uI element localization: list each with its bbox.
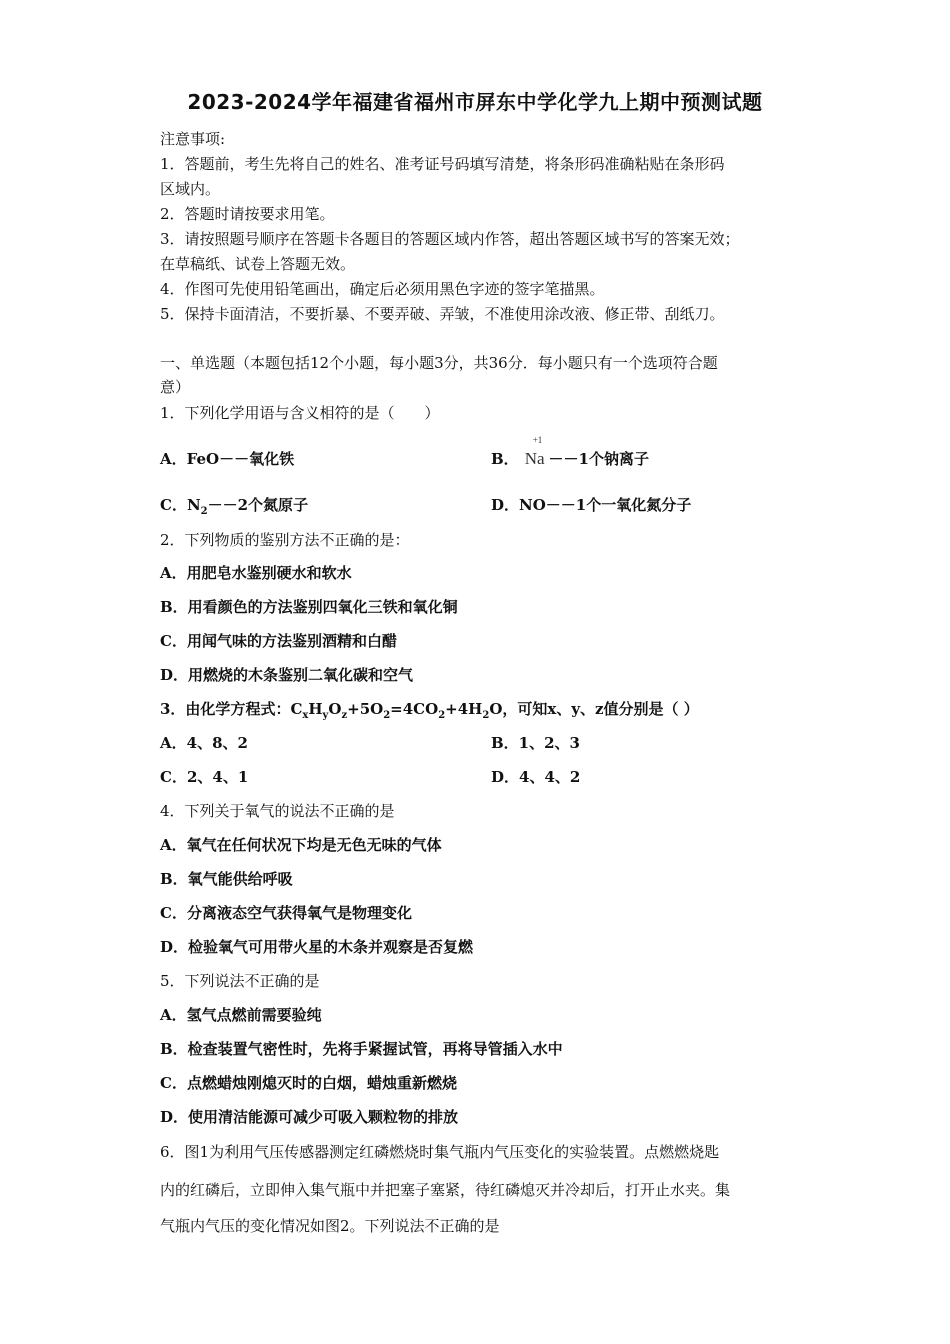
option-c-prefix: C．N xyxy=(160,496,201,514)
subscript-2: 2 xyxy=(482,710,490,721)
subscript-2: 2 xyxy=(383,710,391,721)
option-c: C．点燃蜡烛刚熄灭时的白烟，蜡烛重新燃烧 xyxy=(160,1074,457,1092)
option-b-suffix: －－1个钠离子 xyxy=(548,450,649,468)
option-b: B．氧气能供给呼吸 xyxy=(160,870,293,888)
option-a: A．FeO－－氧化铁 xyxy=(160,450,295,468)
subscript-z: z xyxy=(341,710,348,721)
subscript-y: y xyxy=(322,710,329,721)
option-a: A．4、8、2 xyxy=(160,734,248,752)
option-d: D．检验氧气可用带火星的木条并观察是否复燃 xyxy=(160,938,474,956)
stem-suffix: O，可知x、y、z值分别是（ ） xyxy=(489,700,699,718)
notice-item: 5．保持卡面清洁，不要折暴、不要弄破、弄皱，不准使用涂改液、修正带、刮纸刀。 xyxy=(160,305,725,323)
notice-item: 3．请按照题号顺序在答题卡各题目的答题区域内作答，超出答题区域书写的答案无效； xyxy=(160,230,740,248)
question-stem: 1．下列化学用语与含义相符的是（ ） xyxy=(160,404,440,422)
subscript-2: 2 xyxy=(438,710,446,721)
option-b: B．1、2、3 xyxy=(491,734,580,752)
notice-item: 在草稿纸、试卷上答题无效。 xyxy=(160,255,356,273)
stem-prefix: 3．由化学方程式：C xyxy=(160,700,303,718)
notice-item: 1．答题前，考生先将自己的姓名、准考证号码填写清楚，将条形码准确粘贴在条形码 xyxy=(160,155,725,173)
option-c-suffix: －－2个氮原子 xyxy=(207,496,309,514)
option-b xyxy=(491,435,649,469)
option-c: C．2、4、1 xyxy=(160,768,249,786)
option-c: C．分离液态空气获得氧气是物理变化 xyxy=(160,904,412,922)
page-title: 2023-2024学年福建省福州市屏东中学化学九上期中预测试题 xyxy=(187,90,763,114)
option-d: D．4、4、2 xyxy=(491,768,581,786)
subscript: 2 xyxy=(200,506,208,517)
equation-part: =4CO xyxy=(390,700,439,718)
section-heading-line: 意） xyxy=(160,378,191,396)
option-b-prefix: B． xyxy=(491,450,519,468)
subscript-x: x xyxy=(302,710,309,721)
section-heading-line: 一、单选题（本题包括12个小题，每小题3分，共36分．每小题只有一个选项符合题 xyxy=(160,354,718,372)
notice-item: 区域内。 xyxy=(160,180,221,198)
charge-label: +1 xyxy=(532,435,543,445)
question-stem: 2．下列物质的鉴别方法不正确的是： xyxy=(160,531,410,549)
element-o: O xyxy=(328,700,342,718)
element-h: H xyxy=(308,700,323,718)
notice-heading: 注意事项: xyxy=(160,130,226,148)
equation-part: +5O xyxy=(347,700,384,718)
option-d: D．使用清洁能源可减少可吸入颗粒物的排放 xyxy=(160,1108,459,1126)
notice-item: 2．答题时请按要求用笔。 xyxy=(160,205,335,223)
option-a: A．用肥皂水鉴别硬水和软水 xyxy=(160,564,352,582)
option-d: D．NO－－1个一氧化氮分子 xyxy=(491,496,692,514)
option-a: A．氧气在任何状况下均是无色无味的气体 xyxy=(160,836,442,854)
question-stem: 4．下列关于氧气的说法不正确的是 xyxy=(160,802,395,820)
option-b: B．用看颜色的方法鉴别四氧化三铁和氧化铜 xyxy=(160,598,458,616)
question-stem-line: 内的红磷后，立即伸入集气瓶中并把塞子塞紧，待红磷熄灭并冷却后，打开止水夹。集 xyxy=(160,1181,731,1199)
sodium-symbol xyxy=(524,435,545,469)
equation-part: +4H xyxy=(445,700,483,718)
question-stem: 5．下列说法不正确的是 xyxy=(160,972,320,990)
option-a: A．氢气点燃前需要验纯 xyxy=(160,1006,322,1024)
option-c: C．用闻气味的方法鉴别酒精和白醋 xyxy=(160,632,397,650)
option-d: D．用燃烧的木条鉴别二氧化碳和空气 xyxy=(160,666,414,684)
option-b: B．检查装置气密性时，先将手紧握试管，再将导管插入水中 xyxy=(160,1040,563,1058)
element-symbol: Na xyxy=(524,449,545,468)
option-c xyxy=(160,494,308,517)
question-stem xyxy=(160,698,699,721)
question-stem-line: 6．图1为利用气压传感器测定红磷燃烧时集气瓶内气压变化的实验装置。点燃燃烧匙 xyxy=(160,1143,720,1161)
notice-item: 4．作图可先使用铅笔画出，确定后必须用黑色字迹的签字笔描黑。 xyxy=(160,280,605,298)
question-stem-line: 气瓶内气压的变化情况如图2。下列说法不正确的是 xyxy=(160,1217,500,1235)
